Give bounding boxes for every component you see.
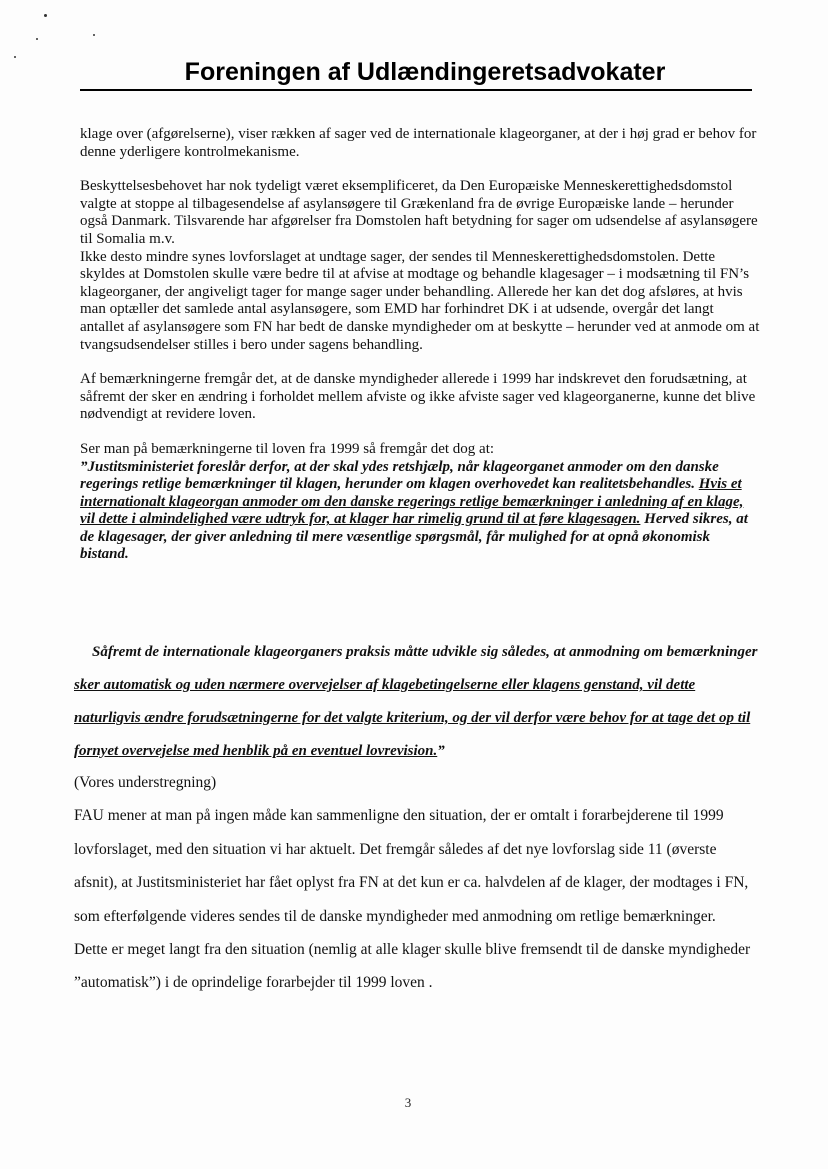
paragraph-intro: klage over (afgørelserne), viser rækken af sager ved de internationale klageorganer, at der i høj grad er behov for denne yderligere kontrolmekanisme. [80, 126, 757, 160]
quote-1-text: ”Justitsministeriet foreslår derfor, at der skal ydes retshjælp, når klageorganet anmoder om den danske regerings retlige bemærkninger til klagen, herunder om klagen overhovedet kan realitetsbehandles. [80, 458, 719, 493]
scan-speck [44, 14, 47, 17]
paragraph-quote-intro: Ser man på bemærkningerne til loven fra 1999 så fremgår det dog at: [80, 440, 495, 457]
paragraph-fau-opinion: FAU mener at man på ingen måde kan sammenligne den situation, der er omtalt i forarbejderene til 1999 lovforslaget, med den situation vi har aktuelt. Det fremgår således af det nye lovforslag side 11 (øverste afsnit), at Justitsministeriet har fået oplyst fra FN at det kun er ca. halvdelen af de klager, der modtages i FN, som efterfølgende videres sendes til de danske myndigheder med anmodning om retlige bemærkninger. [74, 807, 749, 925]
document-conclusion [74, 766, 754, 1000]
quote-1-underlined: Hvis et internationalt klageorgan anmoder om den danske regerings retlige bemærkninger i anledning af en klage, vil dette i almindelighed være udtryk for, at klager har rimelig grund til at føre klagesagen. [80, 476, 744, 528]
quote-2-close: ” [437, 743, 445, 759]
underline-note: (Vores understregning) [74, 774, 217, 791]
quote-2-text: Såfremt de internationale klageorganers praksis måtte udvikle sig således, at anmodning om bemærkninger [92, 644, 758, 660]
letterhead [80, 56, 752, 88]
paragraph-protection-need: Beskyttelsesbehovet har nok tydeligt været eksemplificeret, da Den Europæiske Menneskerettighedsdomstol valgte at stoppe al tilbagesendelse af asylansøgere til Grækenland fra de øvrige Europæiske lande – herunder også Danmark. Tilsvarende har afgørelser fra Domstolen haft betydning for sager om udsendelse af asylansøgere til Somalia m.v. [80, 178, 758, 247]
scan-speck [93, 34, 95, 36]
paragraph-situation: Dette er meget langt fra den situation (nemlig at alle klager skulle blive fremsendt til de danske myndigheder ”automatisk”) i de oprindelige forarbejder til 1999 loven . [74, 941, 751, 992]
scan-speck [36, 38, 38, 40]
page-number: 3 [404, 1095, 412, 1110]
quoted-remarks-1 [80, 459, 760, 565]
header-rule [80, 89, 752, 91]
document-body [80, 126, 760, 564]
paragraph-emd: Ikke desto mindre synes lovforslaget at undtage sager, der sendes til Menneskerettighedsdomstolen. Dette skyldes at Domstolen skulle være bedre til at afvise at modtage og behandle klagesager – i modsætning til FN’s klageorganer, der angiveligt tager for mange sager under behandling. Allerede her kan det dog afsløres, at hvis man optæller det samlede antal asylansøgere, som EMD har forhindret DK i at udsende, overgår det langt antallet af asylansøgere som FN har bedt de danske myndigheder om at beskytte – herunder ved at anmode om at tvangsudsendelser stilles i bero under sagens behandling. [80, 248, 760, 353]
paragraph-1999-remarks: Af bemærkningerne fremgår det, at de danske myndigheder allerede i 1999 har indskrevet den forudsætning, at såfremt der sker en ændring i forholdet mellem afviste og ikke afviste sager ved klageorganerne, kunne det blive nødvendigt at revidere loven. [80, 371, 756, 423]
scan-speck [14, 56, 16, 58]
quoted-remarks-2 [74, 636, 762, 768]
organization-title: Foreningen af Udlændingeretsadvokater [184, 58, 666, 86]
quote-1-end: Herved sikres, at de klagesager, der giver anledning til mere væsentlige spørgsmål, får mulighed for at opnå økonomisk bistand. [80, 511, 748, 563]
quote-2-underlined: sker automatisk og uden nærmere overvejelser af klagebetingelserne eller klagens genstand, vil dette naturligvis ændre forudsætningerne for det valgte kriterium, og der vil derfor være behov for at tage det op til fornyet overvejelse med henblik på en eventuel lovrevision. [74, 677, 751, 759]
